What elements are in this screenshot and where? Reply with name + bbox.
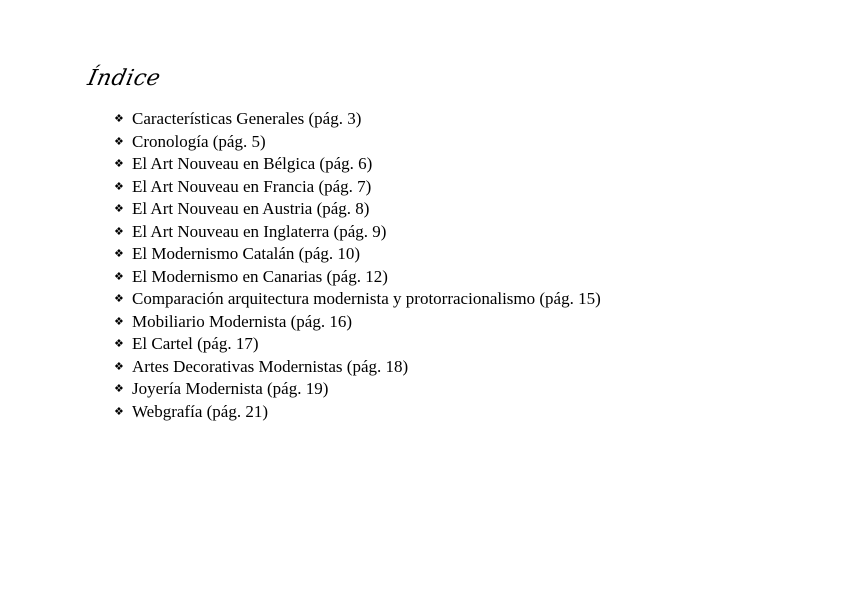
toc-item [114, 221, 601, 244]
toc-item-label: Mobiliario Modernista (pág. 16) [132, 311, 353, 331]
toc-item-label: Comparación arquitectura modernista y protorracionalismo (pág. 15) [132, 289, 601, 308]
toc-item [114, 153, 601, 176]
diamond-bullet-icon: ❖ [114, 360, 124, 373]
toc-item-label: Cronología (pág. 5) [132, 131, 266, 151]
toc-item [114, 311, 601, 334]
toc-item-label: Características Generales (pág. 3) [132, 109, 362, 128]
toc-item-label: Joyería Modernista (pág. 19) [132, 379, 329, 398]
toc-item-label: El Art Nouveau en Francia (pág. 7) [132, 176, 372, 196]
diamond-bullet-icon: ❖ [114, 180, 124, 193]
diamond-bullet-icon: ❖ [114, 293, 124, 305]
toc-item-label: El Art Nouveau en Inglaterra (pág. 9) [132, 221, 387, 241]
diamond-bullet-icon: ❖ [114, 135, 124, 148]
diamond-bullet-icon: ❖ [114, 203, 124, 215]
toc-item [114, 198, 601, 221]
toc-item [114, 378, 601, 401]
diamond-bullet-icon: ❖ [114, 405, 124, 418]
toc-item [114, 108, 601, 131]
table-of-contents [114, 108, 601, 423]
diamond-bullet-icon: ❖ [114, 113, 124, 125]
diamond-bullet-icon: ❖ [114, 225, 124, 238]
toc-item [114, 356, 601, 379]
diamond-bullet-icon: ❖ [114, 383, 124, 395]
diamond-bullet-icon: ❖ [114, 338, 124, 350]
diamond-bullet-icon: ❖ [114, 315, 124, 328]
toc-item-label: El Art Nouveau en Bélgica (pág. 6) [132, 154, 373, 173]
diamond-bullet-icon: ❖ [114, 248, 124, 260]
toc-item-label: El Art Nouveau en Austria (pág. 8) [132, 199, 370, 218]
toc-item [114, 288, 601, 311]
toc-item [114, 333, 601, 356]
toc-item-label: El Cartel (pág. 17) [132, 334, 259, 353]
toc-item-label: Webgrafía (pág. 21) [132, 401, 268, 421]
toc-item [114, 243, 601, 266]
toc-item-label: El Modernismo Catalán (pág. 10) [132, 244, 361, 263]
toc-item-label: Artes Decorativas Modernistas (pág. 18) [132, 356, 409, 376]
diamond-bullet-icon: ❖ [114, 158, 124, 170]
toc-item [114, 401, 601, 424]
toc-item [114, 266, 601, 289]
diamond-bullet-icon: ❖ [114, 270, 124, 283]
toc-item [114, 176, 601, 199]
page-title: Índice [85, 66, 163, 91]
toc-item-label: El Modernismo en Canarias (pág. 12) [132, 266, 388, 286]
toc-item [114, 131, 601, 154]
